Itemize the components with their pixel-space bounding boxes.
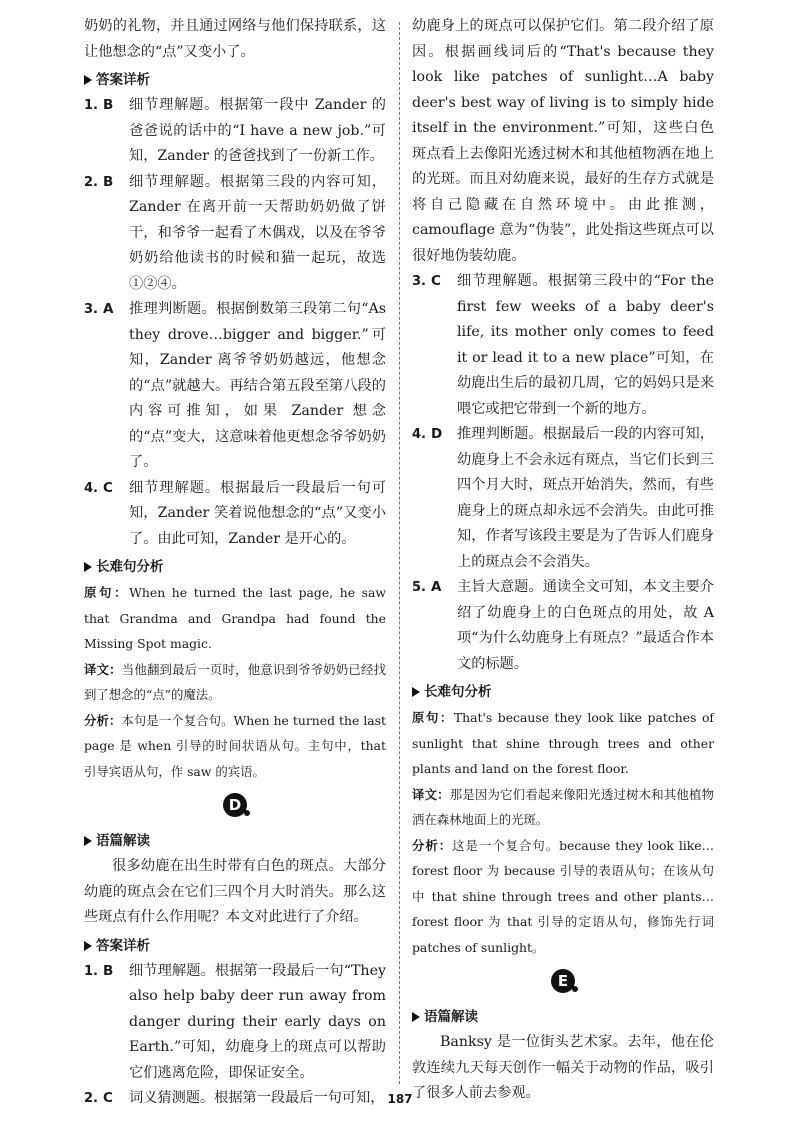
answer-item bbox=[84, 476, 386, 553]
sentence-heading-label: 长难句分析 bbox=[96, 559, 164, 575]
answer-heading-d bbox=[84, 935, 386, 957]
original-sentence bbox=[412, 705, 714, 782]
page-number: 187 bbox=[387, 1092, 413, 1106]
arrow-icon bbox=[412, 1012, 420, 1022]
answer-number: 2. bbox=[84, 1091, 98, 1106]
answer-number: 1. bbox=[84, 98, 98, 113]
original-label: 原句： bbox=[84, 585, 130, 600]
analysis bbox=[84, 708, 386, 785]
reading-heading-label: 语篇解读 bbox=[96, 833, 150, 849]
answer-number: 4. bbox=[412, 427, 426, 442]
section-badge-d-wrap bbox=[84, 784, 386, 826]
answer-number: 1. bbox=[84, 963, 98, 979]
analysis-label: 分析： bbox=[84, 712, 122, 728]
answer-key: B bbox=[103, 173, 114, 190]
translation-label: 译文： bbox=[412, 786, 450, 802]
section-badge-d: D bbox=[223, 793, 247, 817]
analysis-label: 分析： bbox=[412, 837, 453, 853]
answer-explanation: 词义猜测题。根据第一段最后一句可知， bbox=[129, 1090, 385, 1106]
answer-item bbox=[412, 575, 714, 677]
answer-item bbox=[84, 297, 386, 476]
section-badge-e: E bbox=[551, 969, 575, 993]
answer-key: A bbox=[431, 579, 442, 595]
reading-intro-d: 很多幼鹿在出生时带有白色的斑点。大部分幼鹿的斑点会在它们三四个月大时消失。那么这些斑点有什么作用呢？本文对此进行了介绍。 bbox=[84, 858, 386, 925]
translation-text: 那是因为它们看起来像阳光透过树木和其他植物洒在森林地面上的光斑。 bbox=[412, 786, 715, 827]
arrow-icon bbox=[84, 941, 92, 951]
reading-intro-e: Banksy 是一位街头艺术家。去年，他在伦敦连续九天每天创作一幅关于动物的作品，吸引了很多人前去参观。 bbox=[412, 1034, 714, 1101]
reading-heading-d bbox=[84, 830, 386, 852]
original-label: 原句： bbox=[412, 710, 454, 725]
right-column bbox=[412, 14, 714, 1107]
answer-number: 3. bbox=[84, 302, 98, 317]
answer-explanation: 主旨大意题。通读全文可知，本文主要介绍了幼鹿身上的白色斑点的用处，故 A 项“为什么幼鹿身上有斑点？”最适合作本文的标题。 bbox=[457, 579, 714, 672]
answer-explanation: 细节理解题。根据第三段的内容可知，Zander 在离开前一天帮助奶奶做了饼干，和爷爷一起看了木偶戏，以及在爷爷奶奶给他读书的时候和猫一起玩，故选①②④。 bbox=[129, 173, 386, 292]
translation bbox=[412, 782, 714, 833]
answer-explanation: 细节理解题。根据第一段最后一句“They also help baby deer run away from danger during their early days on Earth.”可知，幼鹿身上的斑点可以帮助它们逃离危险，即保证安全。 bbox=[129, 962, 386, 1081]
answer-key: C bbox=[103, 479, 113, 496]
answer-number: 4. bbox=[84, 480, 98, 496]
arrow-icon bbox=[412, 687, 420, 697]
sentence-heading-d bbox=[412, 681, 714, 703]
reading-heading-label: 语篇解读 bbox=[424, 1009, 478, 1025]
right-continued-paragraph: 幼鹿身上的斑点可以保护它们。第二段介绍了原因。根据画线词后的“That's because they look like patches of sunlight…A baby deer's best way of living is to simply hide itself in the environment.”可知，这些白色斑点看上去像阳光透过树木和其他植物洒在地上的光斑。而且对幼鹿来说，最好的生存方式就是将自己隐藏在自然环境中。由此推测，camouflage 意为“伪装”，此处指这些斑点可以很好地伪装幼鹿。 bbox=[412, 18, 714, 264]
analysis-text: 这是一个复合句。because they look like…forest floor 为 because 引导的表语从句；在该从句中 that shine through trees and other plants…forest floor 为 that 引导的定语从句，修饰先行词 patches of sunlight。 bbox=[412, 837, 714, 955]
answer-explanation: 细节理解题。根据第三段中的“For the first few weeks of a baby deer's life, its mother only comes to feed it or lead it to a new place”可知，在幼鹿出生后的最初几周，它的妈妈只是来喂它或把它带到一个新的地方。 bbox=[457, 273, 714, 417]
answer-item bbox=[412, 422, 714, 575]
answer-heading-label: 答案详析 bbox=[96, 937, 150, 954]
answer-key: B bbox=[103, 97, 114, 113]
sentence-heading-c bbox=[84, 556, 386, 578]
analysis-text: 本句是一个复合句。When he turned the last page 是 when 引导的时间状语从句。主句中，that 引导宾语从句，作 saw 的宾语。 bbox=[84, 712, 387, 779]
answer-key: B bbox=[103, 962, 114, 979]
original-text: When he turned the last page, he saw that Grandma and Grandpa had found the Missing Spot magic. bbox=[84, 585, 386, 651]
answer-item bbox=[84, 93, 386, 170]
answer-key: C bbox=[431, 273, 441, 289]
answer-heading-c bbox=[84, 69, 386, 91]
answer-number: 5. bbox=[412, 580, 426, 595]
translation bbox=[84, 657, 386, 708]
answer-key: D bbox=[431, 426, 443, 442]
column-divider bbox=[399, 22, 400, 1084]
arrow-icon bbox=[84, 75, 92, 85]
answer-number: 3. bbox=[412, 274, 426, 289]
answer-explanation: 细节理解题。根据第一段中 Zander 的爸爸说的话中的“I have a new job.”可知，Zander 的爸爸找到了一份新工作。 bbox=[129, 97, 386, 164]
section-badge-e-wrap bbox=[412, 960, 714, 1002]
arrow-icon bbox=[84, 562, 92, 572]
original-text: That's because they look like patches of sunlight that shine through trees and other plants and land on the forest floor. bbox=[412, 710, 714, 776]
arrow-icon bbox=[84, 836, 92, 846]
left-top-paragraph: 奶奶的礼物，并且通过网络与他们保持联系，这让他想念的“点”又变小了。 bbox=[84, 18, 386, 60]
original-sentence bbox=[84, 580, 386, 657]
answer-explanation: 推理判断题。根据最后一段的内容可知，幼鹿身上不会永远有斑点，当它们长到三四个月大时，斑点开始消失，然而，有些鹿身上的斑点却永远不会消失。由此可推知，作者写该段主要是为了告诉人们鹿身上的斑点会不会消失。 bbox=[457, 426, 714, 570]
answer-explanation: 推理判断题。根据倒数第三段第二句“As they drove…bigger and bigger.”可知，Zander 离爷爷奶奶越远，他想念的“点”就越大。再结合第五段至第八段的内容可推知，如果 Zander 想念的“点”变大，这意味着他更想念爷爷奶奶了。 bbox=[129, 301, 386, 470]
sentence-heading-label: 长难句分析 bbox=[424, 684, 492, 700]
answer-item bbox=[412, 269, 714, 422]
answer-item bbox=[84, 170, 386, 298]
left-column bbox=[84, 14, 386, 1112]
answer-explanation: 细节理解题。根据最后一段最后一句可知，Zander 笑着说他想念的“点”又变小了。由此可知，Zander 是开心的。 bbox=[129, 479, 386, 547]
answer-key: A bbox=[103, 301, 114, 317]
translation-text: 当他翻到最后一页时，他意识到爷爷奶奶已经找到了想念的“点”的魔法。 bbox=[84, 661, 387, 702]
answer-heading-label: 答案详析 bbox=[96, 72, 150, 88]
translation-label: 译文： bbox=[84, 661, 122, 677]
reading-heading-e bbox=[412, 1006, 714, 1028]
answer-item bbox=[84, 959, 386, 1087]
analysis bbox=[412, 833, 714, 961]
answer-number: 2. bbox=[84, 174, 98, 190]
answer-key: C bbox=[103, 1090, 113, 1106]
